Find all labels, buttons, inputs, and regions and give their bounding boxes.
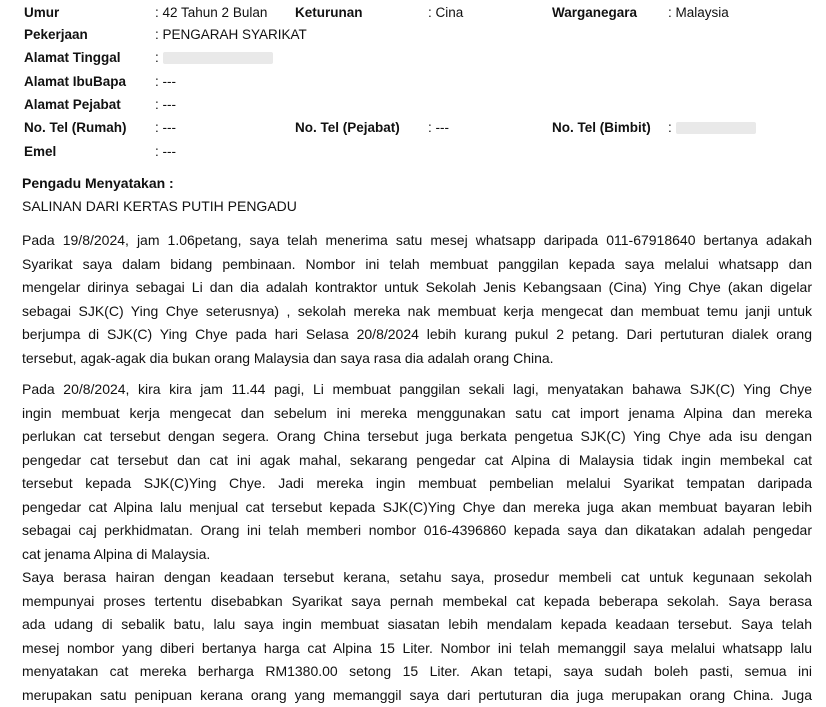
paragraph-line: tersebut kepada SJK(C)Ying Chye. Jadi mereka ingin membuat pembelian melalui Syarikat tempatan daripada <box>22 472 812 496</box>
umur-value: : 42 Tahun 2 Bulan <box>155 2 267 24</box>
paragraph-line: mesej nombor yang diberi bertanya harga cat Alpina 15 Liter. Nombor ini telah memanggil saya melalui whatsapp lalu <box>22 637 812 661</box>
keturunan-label: Keturunan <box>295 2 363 24</box>
paragraph-line: Saya berasa hairan dengan keadaan tersebut kerana, setahu saya, prosedur membeli cat untuk kegunaan sekolah <box>22 566 812 590</box>
tel-bimbit-value: : <box>668 120 672 135</box>
alamat-tinggal-value-wrap <box>155 47 273 69</box>
emel-label: Emel <box>24 141 56 163</box>
paragraph-line: ingin membuat kerja mengecat dan sebelum ini mereka menggunakan satu cat import jenama Alpina dan mereka <box>22 402 812 426</box>
keturunan-value: : Cina <box>428 2 463 24</box>
tel-pejabat-value: : --- <box>428 117 449 139</box>
redacted-phone <box>676 122 756 134</box>
statement-heading: Pengadu Menyatakan : <box>22 172 174 194</box>
paragraph-line: tersebut, agak-agak dia bukan orang Malaysia dan saya rasa dia adalah orang China. <box>22 347 812 371</box>
paragraph-2 <box>22 378 812 566</box>
paragraph-line: sebagai caj perkhidmatan. Orang ini telah memberi nombor 016-4396860 kepada saya dan dikatakan adalah pengedar <box>22 519 812 543</box>
paragraph-line: merupakan satu penipuan kerana orang yang memanggil saya dari pertuturan dia juga merupakan orang China. Juga <box>22 684 812 707</box>
alamat-pejabat-value: : --- <box>155 94 176 116</box>
paragraph-line: cat jenama Alpina di Malaysia. <box>22 543 812 567</box>
tel-bimbit-value-wrap <box>668 117 756 139</box>
paragraph-line: mengelar dirinya sebagai Li dan dia adalah kontraktor untuk Sekolah Jenis Kebangsaan (Cina) Ying Chye (akan digelar <box>22 276 812 300</box>
paragraph-line: ada udang di sebalik batu, lalu saya ingin membuat siasatan lebih mendalam kepada keadaan tersebut. Saya telah <box>22 613 812 637</box>
paragraph-1 <box>22 229 812 370</box>
alamat-tinggal-value: : <box>155 50 159 65</box>
statement-subheading: SALINAN DARI KERTAS PUTIH PENGADU <box>22 195 297 217</box>
umur-label: Umur <box>24 2 59 24</box>
paragraph-line: Syarikat saya dalam bidang pembinaan. Nombor ini telah membuat panggilan kepada saya melalui whatsapp dan <box>22 253 812 277</box>
warganegara-value: : Malaysia <box>668 2 729 24</box>
paragraph-line: perlukan cat tersebut dengan segera. Orang China tersebut juga berkata pengetua SJK(C) Ying Chye ada isu dengan <box>22 425 812 449</box>
paragraph-line: sebagai SJK(C) Ying Chye seterusnya) , sekolah mereka nak membuat kerja mengecat dan membuat temu janji untuk <box>22 300 812 324</box>
pekerjaan-value: : PENGARAH SYARIKAT <box>155 24 307 46</box>
paragraph-line: Pada 20/8/2024, kira kira jam 11.44 pagi, Li membuat panggilan sekali lagi, menyatakan bahawa SJK(C) Ying Chye <box>22 378 812 402</box>
alamat-ibubapa-label: Alamat IbuBapa <box>24 71 126 93</box>
tel-pejabat-label: No. Tel (Pejabat) <box>295 117 400 139</box>
redacted-address <box>163 52 273 64</box>
paragraph-line: berjumpa di SJK(C) Ying Chye pada hari Selasa 20/8/2024 lebih kurang pukul 2 petang. Dari pertuturan dialek orang <box>22 323 812 347</box>
tel-rumah-label: No. Tel (Rumah) <box>24 117 127 139</box>
alamat-pejabat-label: Alamat Pejabat <box>24 94 121 116</box>
emel-value: : --- <box>155 141 176 163</box>
tel-bimbit-label: No. Tel (Bimbit) <box>552 117 651 139</box>
pekerjaan-label: Pekerjaan <box>24 24 88 46</box>
alamat-ibubapa-value: : --- <box>155 71 176 93</box>
paragraph-line: pengedar cat tersebut dan cat ini agak mahal, sekarang pengedar cat Alpina di Malaysia tidak ingin membekal cat <box>22 449 812 473</box>
paragraph-line: menyatakan cat mereka berharga RM1380.00 setong 15 Liter. Akan tetapi, saya sudah boleh pasti, semua ini <box>22 660 812 684</box>
warganegara-label: Warganegara <box>552 2 637 24</box>
tel-rumah-value: : --- <box>155 117 176 139</box>
paragraph-line: Pada 19/8/2024, jam 1.06petang, saya telah menerima satu mesej whatsapp daripada 011-67918640 bertanya adakah <box>22 229 812 253</box>
paragraph-3 <box>22 566 812 707</box>
paragraph-line: pengedar cat Alpina lalu menjual cat tersebut kepada SJK(C)Ying Chye dan mereka juga akan membuat bayaran lebih <box>22 496 812 520</box>
alamat-tinggal-label: Alamat Tinggal <box>24 47 121 69</box>
paragraph-line: mempunyai proses tertentu disebabkan Syarikat saya pernah membekal cat kepada beberapa sekolah. Saya berasa <box>22 590 812 614</box>
